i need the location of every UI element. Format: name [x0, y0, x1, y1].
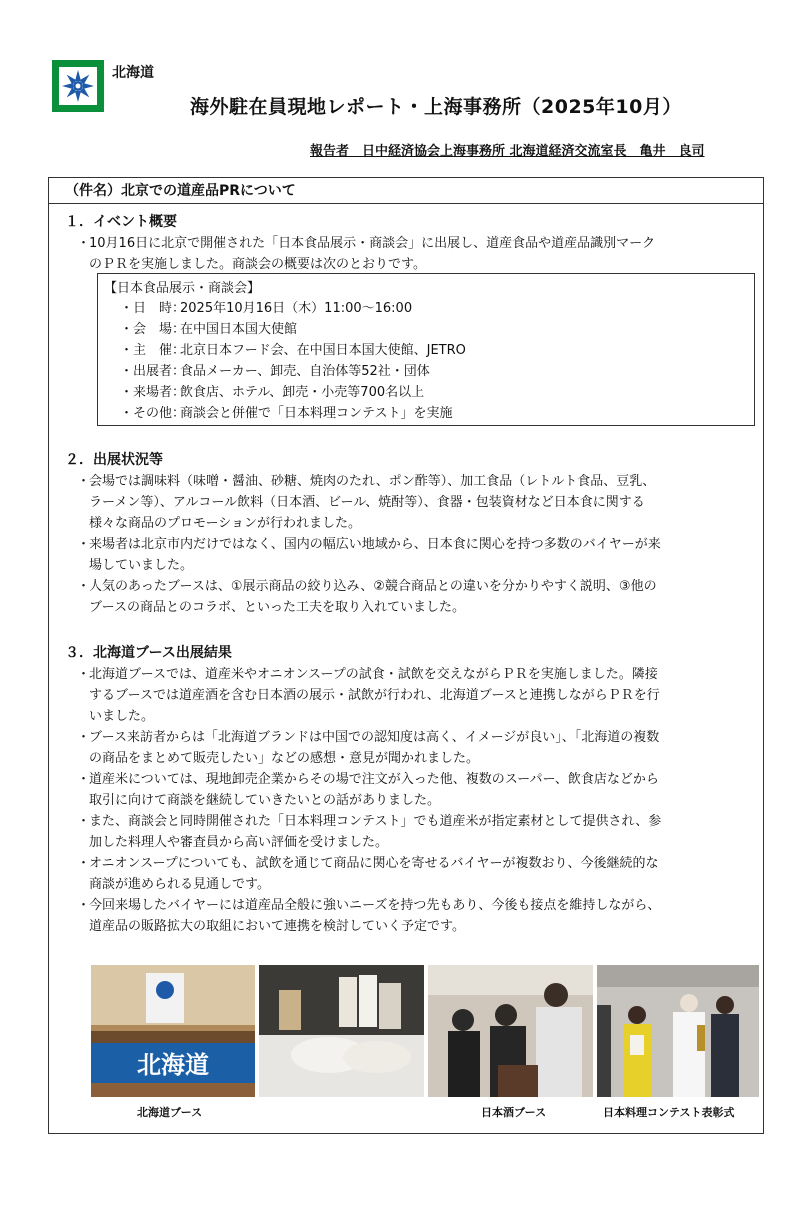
org-name: 北海道: [112, 65, 154, 81]
reporter-line: 報告者 日中経済協会上海事務所 北海道経済交流室長 亀井 良司: [310, 144, 705, 159]
booth-banner-text: 北海道: [137, 1051, 209, 1079]
section-3-bullet: ・ また、商談会と同時開催された「日本料理コンテスト」でも道産米が指定素材として提供され、参 加した料理人や審査員から高い評価を受けました。: [77, 814, 662, 850]
caption-hokkaido-booth: 北海道ブース: [137, 1106, 203, 1119]
section-2-bullet: ・ 来場者は北京市内だけではなく、国内の幅広い地域から、日本食に関心を持つ多数のバイヤーが来 場していました。: [77, 537, 661, 573]
logo-green-frame: [52, 60, 104, 112]
section-3-bullet: ・ 今回来場したバイヤーには道産品全般に強いニーズを持つ先もあり、今後も接点を維持しながら、 道産品の販路拡大の取組において連携を検討していく予定です。: [77, 898, 661, 934]
report-frame: [48, 177, 764, 1134]
overview-row: ・出展者：食品メーカー、卸売、自治体等52社・団体: [120, 364, 430, 379]
overview-row: ・主 催：北京日本フード会、在中国日本国大使館、JETRO: [120, 343, 466, 358]
photo-contest-award: [597, 965, 759, 1097]
section-1-heading: １．イベント概要: [65, 214, 177, 230]
overview-row: ・会 場：在中国日本国大使館: [120, 322, 298, 337]
caption-contest-award: 日本料理コンテスト表彰式: [603, 1106, 735, 1119]
snowflake-star-icon: [59, 67, 97, 105]
section-2-bullet: ・ 会場では調味料（味噌・醤油、砂糖、焼肉のたれ、ポン酢等）、加工食品（レトルト食品、豆乳、 ラーメン等）、アルコール飲料（日本酒、ビール、焼酎等）、食器・包装資材など日本食に関する 様々な商品のプロモーションが行われました。: [77, 474, 656, 531]
section-3-bullet: ・ 道産米については、現地卸売企業からその場で注文が入った他、複数のスーパー、飲食店などから 取引に向けて商談を継続していきたいとの話がありました。: [77, 772, 659, 808]
hokkaido-logo: [52, 60, 164, 112]
overview-row: ・その他：商談会と併催で「日本料理コンテスト」を実施: [120, 406, 453, 421]
overview-row: ・来場者：飲食店、ホテル、卸売・小売等700名以上: [120, 385, 425, 400]
subject-line: （件名）北京での道産品PRについて: [49, 178, 763, 204]
overview-title: 【日本食品展示・商談会】: [104, 281, 261, 296]
section-2-bullet: ・ 人気のあったブースは、①展示商品の絞り込み、②競合商品との違いを分かりやすく説明、③他の ブースの商品とのコラボ、といった工夫を取り入れていました。: [77, 579, 657, 615]
caption-sake-booth: 日本酒ブース: [481, 1106, 547, 1119]
section-1-paragraph: ・ 10月16日に北京で開催された「日本食品展示・商談会」に出展し、道産食品や道産品識別マーク のＰＲを実施しました。商談会の概要は次のとおりです。: [77, 236, 656, 272]
section-3-heading: ３．北海道ブース出展結果: [65, 645, 232, 661]
photo-rice-products: [259, 965, 424, 1097]
section-3-bullet: ・ ブース来訪者からは「北海道ブランドは中国での認知度は高く、イメージが良い」、「北海道の複数 の商品をまとめて販売したい」などの感想・意見が聞かれました。: [77, 730, 660, 766]
page-title: 海外駐在員現地レポート・上海事務所（2025年10月）: [190, 96, 682, 118]
section-3-bullet: ・ オニオンスープについても、試飲を通じて商品に関心を寄せるバイヤーが複数おり、今後継続的な 商談が進められる見通しです。: [77, 856, 659, 892]
photo-sake-booth: [428, 965, 593, 1097]
overview-row: ・日 時：2025年10月16日（木）11:00～16:00: [120, 301, 413, 316]
photo-hokkaido-booth: [91, 965, 255, 1097]
section-3-bullet: ・ 北海道ブースでは、道産米やオニオンスープの試食・試飲を交えながらＰＲを実施しました。隣接 するブースでは道産酒を含む日本酒の展示・試飲が行われ、北海道ブースと連携しながらＰＲを行 いました。: [77, 667, 660, 724]
event-overview-box: [97, 273, 755, 426]
section-2-heading: ２．出展状況等: [65, 452, 163, 468]
